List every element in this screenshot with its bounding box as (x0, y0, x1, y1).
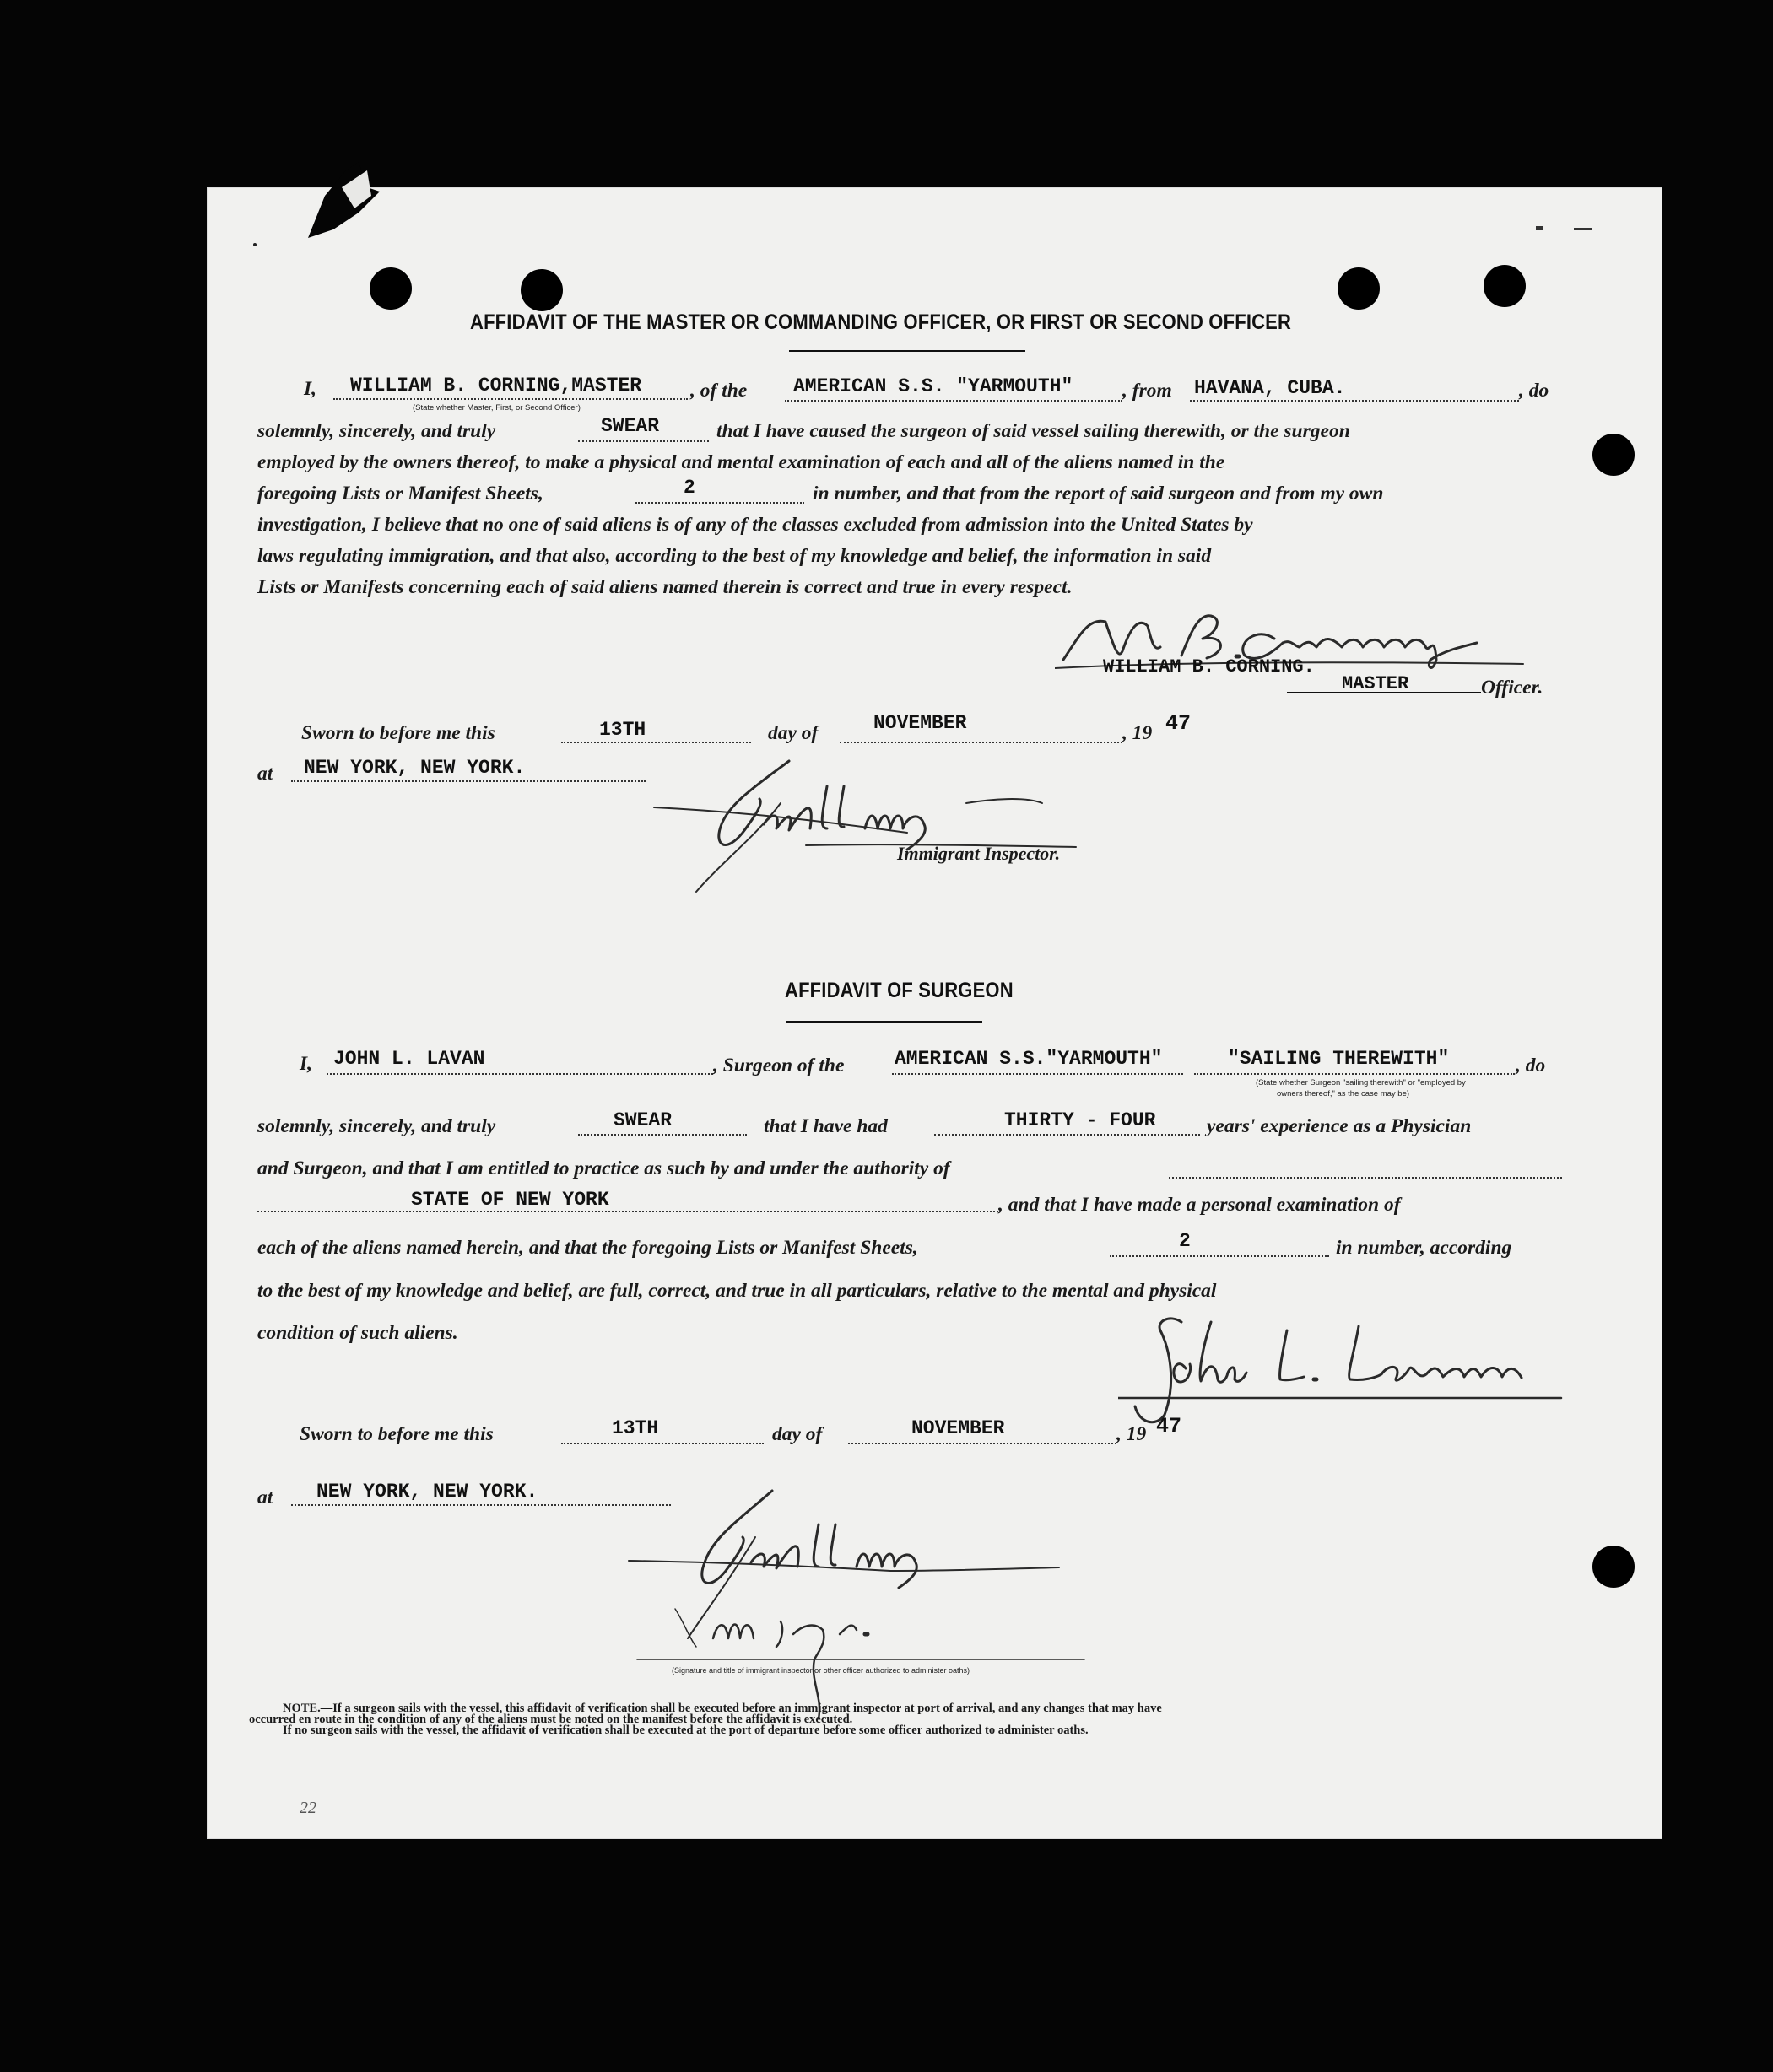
footnote-line-1: NOTE.—If a surgeon sails with the vessel, this affidavit of verification shall be executed before an immigrant inspector at port of arrival, and any changes that may have (283, 1702, 1162, 1715)
immigrant-inspector-label: Immigrant Inspector. (897, 843, 1061, 864)
master-place-value: NEW YORK, NEW YORK. (304, 757, 526, 779)
master-oath-value: SWEAR (601, 415, 660, 437)
title-rule (786, 1021, 982, 1023)
surgeon-name-value: JOHN L. LAVAN (333, 1048, 485, 1070)
footnote-line-2: occurred en route in the condition of any of the aliens must be noted on the manifest before the affidavit is executed. (249, 1713, 853, 1726)
surgeon-day-of: day of (772, 1423, 823, 1445)
surgeon-place-value: NEW YORK, NEW YORK. (316, 1481, 538, 1503)
master-at: at (257, 763, 273, 785)
surgeon-surgeon-of: , Surgeon of the (713, 1055, 845, 1076)
master-do: , do (1519, 380, 1549, 402)
surgeon-vessel-value: AMERICAN S.S."YARMOUTH" (895, 1048, 1163, 1070)
master-name-value: WILLIAM B. CORNING,MASTER (350, 375, 642, 397)
master-solemnly: solemnly, sincerely, and truly (257, 420, 496, 442)
master-year-value: 47 (1165, 711, 1192, 736)
surgeon-authority-line (257, 1211, 998, 1212)
master-line4-start: foregoing Lists or Manifest Sheets, (257, 483, 543, 505)
surgeon-authority-line-a (1169, 1177, 1562, 1179)
surgeon-do: , do (1516, 1055, 1546, 1076)
punch-hole (521, 269, 563, 311)
master-rank-value: MASTER (1342, 673, 1409, 694)
document-page (207, 187, 1662, 1839)
margin-mark: 22 (300, 1799, 316, 1817)
master-line7: Lists or Manifests concerning each of said aliens named therein is correct and true in every respect. (257, 576, 1073, 598)
surgeon-inspector-caption: (Signature and title of immigrant inspector or other officer authorized to administer oaths) (672, 1666, 970, 1675)
surgeon-oath-line (578, 1134, 747, 1136)
master-vessel-line (785, 400, 1122, 402)
master-signer-typed: WILLIAM B. CORNING. (1103, 656, 1315, 677)
surgeon-month-line (848, 1443, 1116, 1444)
surgeon-status-hint-1: (State whether Surgeon "sailing therewith" or "employed by (1256, 1078, 1466, 1087)
surgeon-line4-rest: , and that I have made a personal examination of (998, 1194, 1401, 1216)
torn-corner-icon (308, 162, 392, 238)
surgeon-sworn: Sworn to before me this (300, 1423, 494, 1445)
surgeon-line6: to the best of my knowledge and belief, are full, correct, and true in all particulars, relative to the mental and physical (257, 1280, 1217, 1302)
surgeon-sheets-value: 2 (1179, 1230, 1191, 1252)
master-line5: investigation, I believe that no one of said aliens is of any of the classes excluded from admission into the United States by (257, 514, 1253, 536)
master-port-line (1190, 400, 1519, 402)
surgeon-line5-start: each of the aliens named herein, and that the foregoing Lists or Manifest Sheets, (257, 1237, 918, 1259)
master-name-line (333, 398, 688, 400)
speck (1574, 228, 1592, 230)
surgeon-years-rest: years' experience as a Physician (1207, 1115, 1472, 1137)
master-day-line (561, 742, 751, 743)
master-sheets-line (635, 502, 804, 504)
surgeon-at: at (257, 1487, 273, 1508)
master-place-line (291, 780, 646, 782)
speck (1536, 226, 1543, 230)
surgeon-inspector-signature (612, 1478, 1118, 1740)
master-oath-line (578, 440, 709, 442)
surgeon-day-value: 13TH (612, 1417, 659, 1439)
master-of-the: , of the (690, 380, 748, 402)
surgeon-i-have-had: that I have had (764, 1115, 888, 1137)
master-port-value: HAVANA, CUBA. (1194, 377, 1346, 399)
surgeon-years-line (934, 1134, 1200, 1136)
title-rule (789, 350, 1025, 352)
surgeon-year-value: 47 (1156, 1414, 1182, 1438)
surgeon-authority-value: STATE OF NEW YORK (411, 1189, 609, 1211)
surgeon-years-value: THIRTY - FOUR (1004, 1109, 1156, 1131)
master-year-prefix: , 19 (1122, 722, 1153, 744)
surgeon-vessel-line (892, 1073, 1183, 1075)
surgeon-affidavit-title: AFFIDAVIT OF SURGEON (785, 979, 1014, 1002)
surgeon-sheets-line (1110, 1255, 1329, 1257)
master-i: I, (304, 378, 317, 400)
master-month-value: NOVEMBER (873, 712, 967, 734)
master-month-line (840, 742, 1122, 743)
surgeon-solemnly: solemnly, sincerely, and truly (257, 1115, 496, 1137)
master-sworn: Sworn to before me this (301, 722, 495, 744)
punch-hole (1592, 434, 1635, 476)
master-inspector-signature (629, 753, 1152, 896)
surgeon-name-line (327, 1073, 713, 1075)
master-line6: laws regulating immigration, and that also, according to the best of my knowledge and belief, the information in said (257, 545, 1212, 567)
master-line4-rest: in number, and that from the report of said surgeon and from my own (813, 483, 1384, 505)
master-day-value: 13TH (599, 719, 646, 741)
surgeon-status-value: "SAILING THEREWITH" (1228, 1048, 1450, 1070)
punch-hole (370, 267, 412, 310)
speck (253, 243, 257, 246)
master-officer-label: Officer. (1481, 677, 1543, 699)
master-day-of: day of (768, 722, 819, 744)
surgeon-status-line (1194, 1073, 1515, 1075)
master-line2-rest: that I have caused the surgeon of said vessel sailing therewith, or the surgeon (716, 420, 1350, 442)
surgeon-oath-value: SWEAR (614, 1109, 673, 1131)
punch-hole (1592, 1546, 1635, 1588)
surgeon-signature (1118, 1305, 1574, 1432)
master-sheets-value: 2 (684, 477, 695, 499)
punch-hole (1484, 265, 1526, 307)
surgeon-line7: condition of such aliens. (257, 1322, 458, 1344)
surgeon-line5-rest: in number, according (1336, 1237, 1512, 1259)
surgeon-year-prefix: , 19 (1116, 1423, 1147, 1445)
footnote-line-3: If no surgeon sails with the vessel, the affidavit of verification shall be executed at the port of departure before some officer authorized to administer oaths. (283, 1724, 1089, 1737)
surgeon-line3: and Surgeon, and that I am entitled to practice as such by and under the authority of (257, 1157, 950, 1179)
surgeon-day-line (561, 1443, 764, 1444)
master-line3: employed by the owners thereof, to make a physical and mental examination of each and all of the aliens named in the (257, 451, 1225, 473)
master-from: , from (1122, 380, 1172, 402)
surgeon-i: I, (300, 1053, 313, 1075)
punch-hole (1338, 267, 1380, 310)
master-affidavit-title: AFFIDAVIT OF THE MASTER OR COMMANDING OFFICER, OR FIRST OR SECOND OFFICER (470, 310, 1292, 334)
surgeon-month-value: NOVEMBER (911, 1417, 1005, 1439)
master-name-hint: (State whether Master, First, or Second Officer) (413, 403, 581, 413)
master-vessel-value: AMERICAN S.S. "YARMOUTH" (793, 375, 1073, 397)
surgeon-status-hint-2: owners thereof," as the case may be) (1277, 1089, 1410, 1098)
